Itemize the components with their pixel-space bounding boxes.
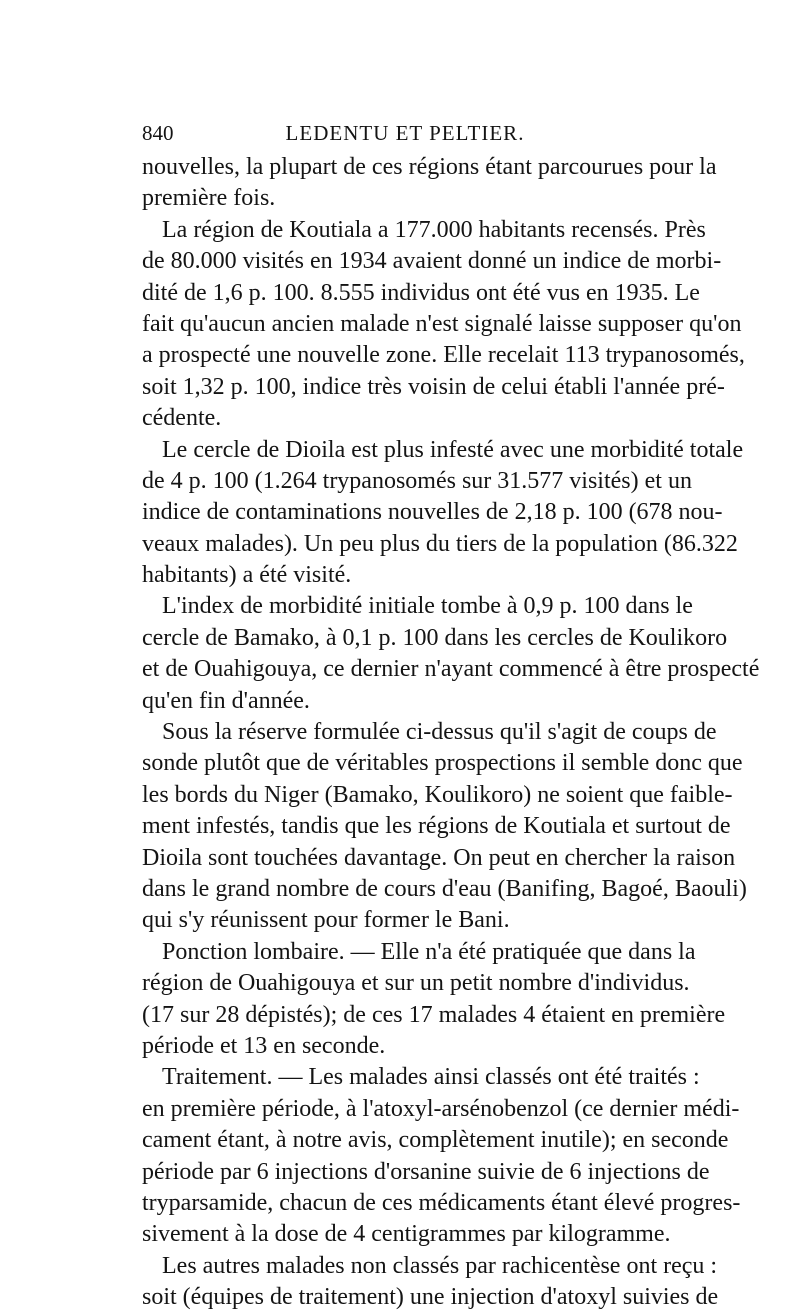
text-line: période par 6 injections d'orsanine suivie de 6 injections de xyxy=(142,1158,710,1185)
text-line: (17 sur 28 dépistés); de ces 17 malades 4 étaient en première xyxy=(142,1001,726,1028)
text-line: de 4 p. 100 (1.264 trypanosomés sur 31.577 visités) et un xyxy=(142,467,692,494)
running-head xyxy=(142,116,668,150)
text-line: de 80.000 visités en 1934 avaient donné un indice de morbi- xyxy=(142,248,722,275)
text-line: Dioila sont touchées davantage. On peut en chercher la raison xyxy=(142,844,736,871)
text-line: soit (équipes de traitement) une injection d'atoxyl suivies de xyxy=(142,1284,719,1311)
text-line: et de Ouahigouya, ce dernier n'ayant commencé à être prospecté xyxy=(142,656,760,683)
text-line: dans le grand nombre de cours d'eau (Banifing, Bagoé, Baouli) xyxy=(142,875,747,902)
text-line: Sous la réserve formulée ci-dessus qu'il s'agit de coups de xyxy=(162,719,717,746)
text-line: habitants) a été visité. xyxy=(142,562,352,589)
body-text xyxy=(142,152,760,1313)
text-line: Le cercle de Dioila est plus infesté avec une morbidité totale xyxy=(162,436,744,463)
text-line: période et 13 en seconde. xyxy=(142,1032,386,1059)
text-line: région de Ouahigouya et sur un petit nombre d'individus. xyxy=(142,970,690,997)
text-line: a prospecté une nouvelle zone. Elle recelait 113 trypanosomés, xyxy=(142,342,745,369)
text-line: L'index de morbidité initiale tombe à 0,9 p. 100 dans le xyxy=(162,593,693,620)
text-line: cercle de Bamako, à 0,1 p. 100 dans les cercles de Koulikoro xyxy=(142,624,728,651)
text-line: dité de 1,6 p. 100. 8.555 individus ont été vus en 1935. Le xyxy=(142,279,700,306)
text-line: les bords du Niger (Bamako, Koulikoro) ne soient que faible- xyxy=(142,781,733,808)
text-line: sivement à la dose de 4 centigrammes par kilogramme. xyxy=(142,1221,671,1248)
text-line: fait qu'aucun ancien malade n'est signalé laisse supposer qu'on xyxy=(142,310,742,337)
text-line: qu'en fin d'année. xyxy=(142,687,310,714)
text-line: Ponction lombaire. — Elle n'a été pratiquée que dans la xyxy=(162,938,696,965)
text-line: nouvelles, la plupart de ces régions étant parcourues pour la xyxy=(142,154,717,180)
text-line: Les autres malades non classés par rachicentèse ont reçu : xyxy=(162,1252,718,1279)
text-line: Traitement. — Les malades ainsi classés ont été traités : xyxy=(162,1064,700,1091)
text-line: La région de Koutiala a 177.000 habitants recensés. Près xyxy=(162,216,706,243)
text-line: cament étant, à notre avis, complètement inutile); en seconde xyxy=(142,1127,729,1154)
text-line: veaux malades). Un peu plus du tiers de la population (86.322 xyxy=(142,530,738,557)
text-line: qui s'y réunissent pour former le Bani. xyxy=(142,907,510,934)
text-line: tryparsamide, chacun de ces médicaments étant élevé progres- xyxy=(142,1189,741,1216)
text-line: soit 1,32 p. 100, indice très voisin de celui établi l'année pré- xyxy=(142,373,725,400)
text-line: indice de contaminations nouvelles de 2,18 p. 100 (678 nou- xyxy=(142,499,723,526)
text-line: en première période, à l'atoxyl-arsénobenzol (ce dernier médi- xyxy=(142,1095,740,1122)
text-line: cédente. xyxy=(142,405,222,432)
text-line: première fois. xyxy=(142,185,276,212)
text-line: sonde plutôt que de véritables prospections il semble donc que xyxy=(142,750,743,777)
text-line: ment infestés, tandis que les régions de Koutiala et surtout de xyxy=(142,813,731,840)
running-head-title: LEDENTU ET PELTIER. xyxy=(285,121,525,145)
page-number: 840 xyxy=(142,121,174,145)
